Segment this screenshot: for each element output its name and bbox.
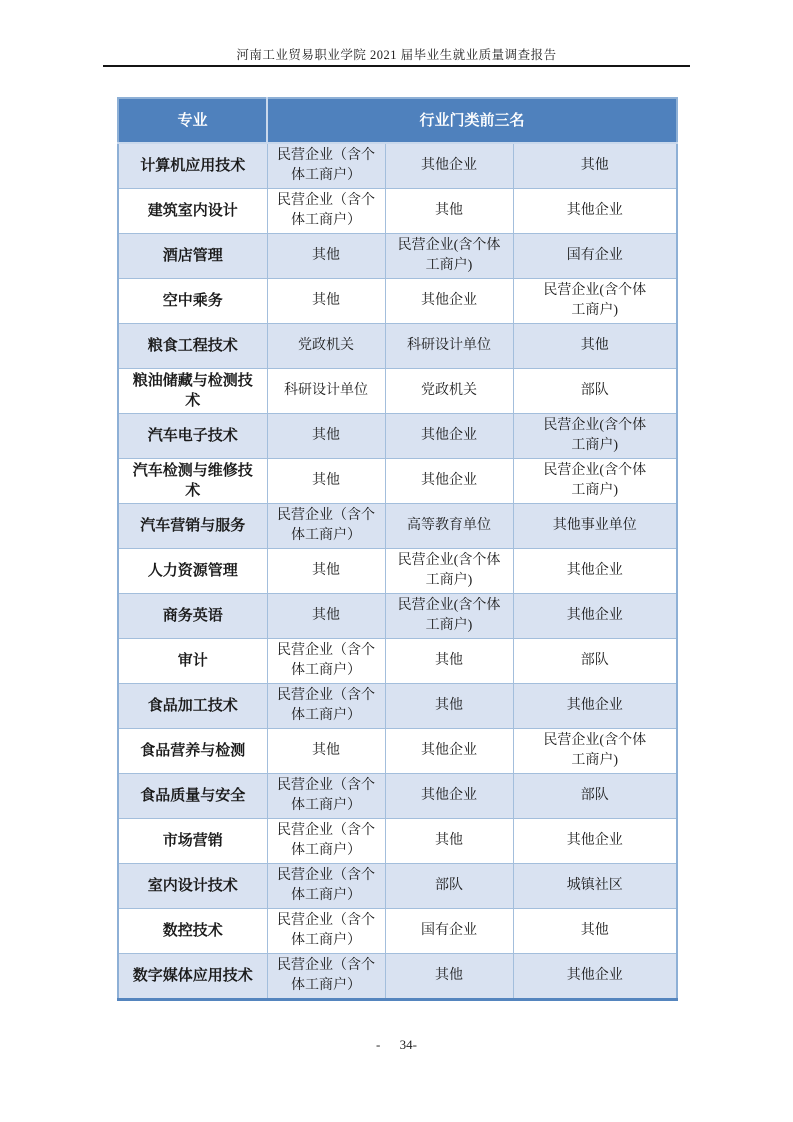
cell-industry-top1: 其他 [267,234,385,279]
column-header-major: 专业 [118,98,267,143]
cell-major: 商务英语 [118,594,267,639]
cell-industry-top2: 部队 [385,864,513,909]
table-row [118,369,677,414]
cell-industry-top2: 民营企业(含个体工商户) [385,234,513,279]
cell-industry-top2: 科研设计单位 [385,324,513,369]
cell-industry-top1: 民营企业（含个体工商户） [267,909,385,954]
cell-industry-top1: 民营企业（含个体工商户） [267,684,385,729]
cell-industry-top3: 部队 [513,639,677,684]
table-row [118,414,677,459]
table-row [118,864,677,909]
cell-industry-top1: 民营企业（含个体工商户） [267,774,385,819]
cell-major: 汽车电子技术 [118,414,267,459]
table-row [118,909,677,954]
table-row [118,324,677,369]
table-row [118,684,677,729]
table-row [118,594,677,639]
cell-major: 空中乘务 [118,279,267,324]
table-row [118,143,677,189]
cell-industry-top3: 城镇社区 [513,864,677,909]
column-header-industry-top3: 行业门类前三名 [267,98,677,143]
table-row [118,729,677,774]
cell-major: 数控技术 [118,909,267,954]
table-row [118,819,677,864]
cell-industry-top2: 其他企业 [385,774,513,819]
cell-major: 食品加工技术 [118,684,267,729]
cell-industry-top2: 其他 [385,819,513,864]
cell-industry-top2: 其他企业 [385,729,513,774]
cell-major: 食品营养与检测 [118,729,267,774]
cell-major: 粮油储藏与检测技术 [118,369,267,414]
cell-industry-top1: 科研设计单位 [267,369,385,414]
table-row [118,279,677,324]
table-row [118,639,677,684]
cell-industry-top3: 其他企业 [513,549,677,594]
cell-industry-top1: 民营企业（含个体工商户） [267,189,385,234]
cell-major: 市场营销 [118,819,267,864]
cell-industry-top3: 其他事业单位 [513,504,677,549]
cell-industry-top1: 其他 [267,729,385,774]
cell-industry-top2: 民营企业(含个体工商户) [385,594,513,639]
page-number: - 34- [376,1037,417,1052]
cell-industry-top1: 民营企业（含个体工商户） [267,504,385,549]
cell-industry-top3: 其他企业 [513,189,677,234]
cell-industry-top2: 其他 [385,639,513,684]
cell-industry-top3: 部队 [513,369,677,414]
cell-major: 粮食工程技术 [118,324,267,369]
cell-industry-top2: 其他企业 [385,279,513,324]
table-body [118,143,677,1000]
cell-industry-top1: 民营企业（含个体工商户） [267,864,385,909]
cell-industry-top1: 民营企业（含个体工商户） [267,639,385,684]
cell-industry-top1: 其他 [267,459,385,504]
table-row [118,774,677,819]
cell-industry-top1: 民营企业（含个体工商户） [267,954,385,1000]
cell-industry-top1: 其他 [267,594,385,639]
cell-major: 室内设计技术 [118,864,267,909]
cell-major: 食品质量与安全 [118,774,267,819]
cell-industry-top2: 其他企业 [385,143,513,189]
cell-industry-top3: 其他企业 [513,819,677,864]
table-header-row [118,98,677,143]
table-row [118,234,677,279]
industry-top3-table [117,97,678,1001]
cell-industry-top3: 民营企业(含个体工商户) [513,279,677,324]
page-header-rule [103,65,690,67]
cell-industry-top2: 其他企业 [385,459,513,504]
cell-industry-top2: 国有企业 [385,909,513,954]
cell-industry-top3: 民营企业(含个体工商户) [513,459,677,504]
cell-major: 汽车检测与维修技术 [118,459,267,504]
cell-major: 酒店管理 [118,234,267,279]
cell-industry-top2: 其他 [385,954,513,1000]
cell-industry-top3: 民营企业(含个体工商户) [513,414,677,459]
cell-major: 建筑室内设计 [118,189,267,234]
table-header [118,98,677,143]
table-row [118,954,677,1000]
cell-major: 人力资源管理 [118,549,267,594]
table-row [118,504,677,549]
table-row [118,189,677,234]
cell-industry-top2: 党政机关 [385,369,513,414]
cell-industry-top2: 其他企业 [385,414,513,459]
table-row [118,459,677,504]
cell-major: 计算机应用技术 [118,143,267,189]
cell-major: 数字媒体应用技术 [118,954,267,1000]
cell-industry-top1: 民营企业（含个体工商户） [267,143,385,189]
cell-major: 汽车营销与服务 [118,504,267,549]
cell-industry-top3: 其他 [513,909,677,954]
cell-industry-top1: 其他 [267,279,385,324]
cell-industry-top3: 其他 [513,143,677,189]
cell-industry-top3: 其他 [513,324,677,369]
cell-industry-top3: 其他企业 [513,684,677,729]
cell-industry-top3: 国有企业 [513,234,677,279]
cell-industry-top1: 其他 [267,414,385,459]
cell-industry-top3: 民营企业(含个体工商户) [513,729,677,774]
cell-industry-top1: 其他 [267,549,385,594]
cell-industry-top1: 党政机关 [267,324,385,369]
cell-industry-top3: 部队 [513,774,677,819]
cell-industry-top2: 其他 [385,189,513,234]
cell-industry-top2: 其他 [385,684,513,729]
cell-industry-top3: 其他企业 [513,954,677,1000]
cell-major: 审计 [118,639,267,684]
cell-industry-top3: 其他企业 [513,594,677,639]
cell-industry-top1: 民营企业（含个体工商户） [267,819,385,864]
cell-industry-top2: 高等教育单位 [385,504,513,549]
page-header-title: 河南工业贸易职业学院 2021 届毕业生就业质量调查报告 [236,48,557,62]
table-row [118,549,677,594]
cell-industry-top2: 民营企业(含个体工商户) [385,549,513,594]
